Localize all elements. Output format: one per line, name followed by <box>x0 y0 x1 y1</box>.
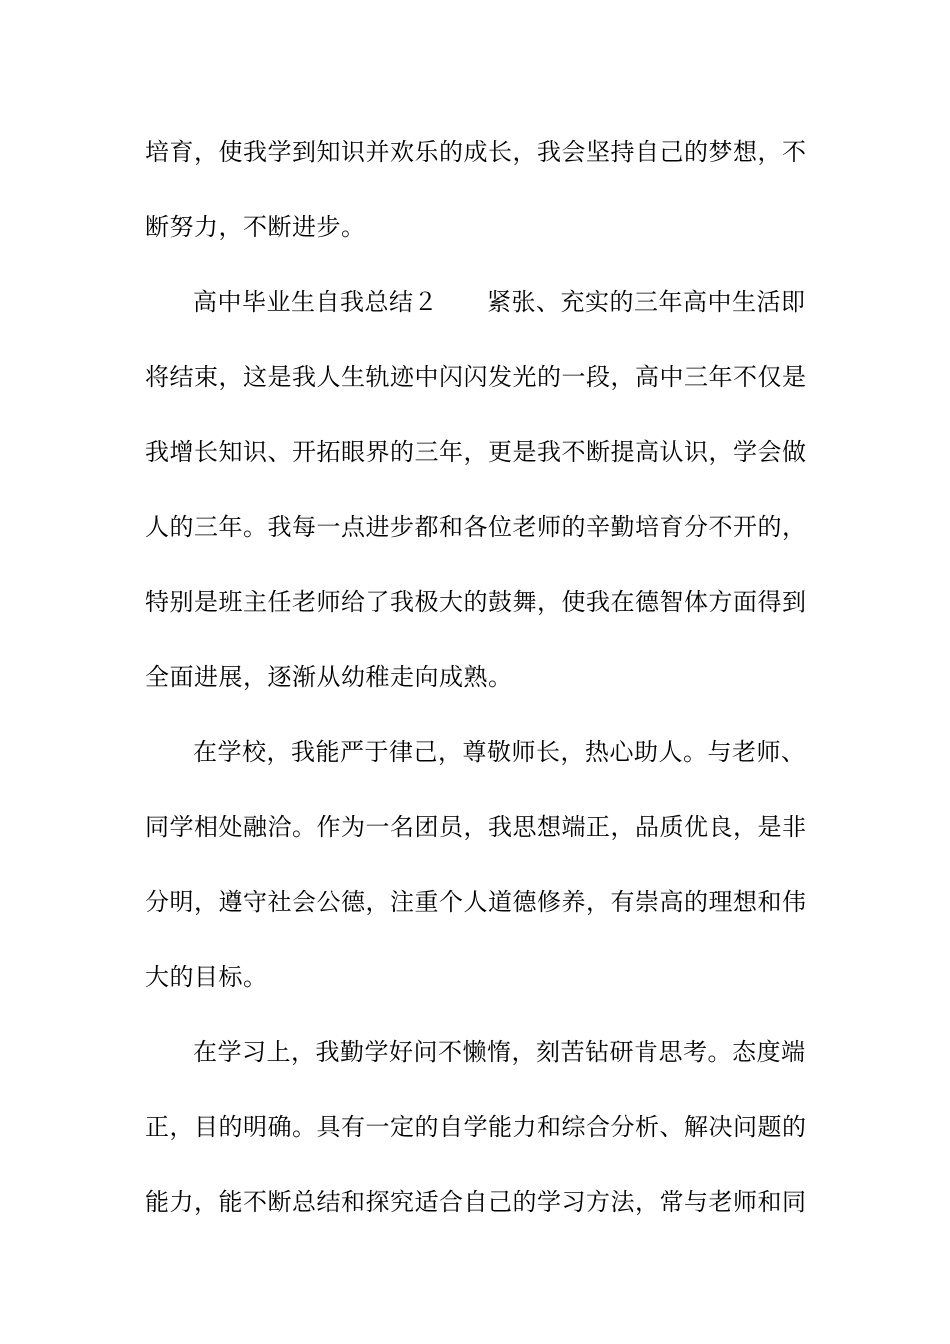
text-line: 同学相处融洽。作为一名团员，我思想端正，品质优良，是非 <box>145 813 807 841</box>
text-line: 断努力，不断进步。 <box>145 213 366 241</box>
text-line: 特别是班主任老师给了我极大的鼓舞，使我在德智体方面得到 <box>145 588 807 616</box>
text-line: 大的目标。 <box>145 963 268 991</box>
text-line: 能力，能不断总结和探究适合自己的学习方法，常与老师和同 <box>145 1188 807 1216</box>
paragraph-start-line: 在学校，我能严于律己，尊敬师长，热心助人。与老师、 <box>193 738 806 766</box>
text-line: 培育，使我学到知识并欢乐的成长，我会坚持自己的梦想，不 <box>145 138 807 166</box>
section-heading-line: 高中毕业生自我总结２ 紧张、充实的三年高中生活即 <box>193 288 806 316</box>
text-line: 分明，遵守社会公德，注重个人道德修养，有崇高的理想和伟 <box>145 888 807 916</box>
text-line: 我增长知识、开拓眼界的三年，更是我不断提高认识，学会做 <box>145 438 807 466</box>
text-line: 将结束，这是我人生轨迹中闪闪发光的一段，高中三年不仅是 <box>145 363 807 391</box>
paragraph-start-line: 在学习上，我勤学好问不懒惰，刻苦钻研肯思考。态度端 <box>193 1038 806 1066</box>
text-line: 正，目的明确。具有一定的自学能力和综合分析、解决问题的 <box>145 1113 807 1141</box>
text-line: 全面进展，逐渐从幼稚走向成熟。 <box>145 663 513 691</box>
text-line: 人的三年。我每一点进步都和各位老师的辛勤培育分不开的， <box>145 513 807 541</box>
